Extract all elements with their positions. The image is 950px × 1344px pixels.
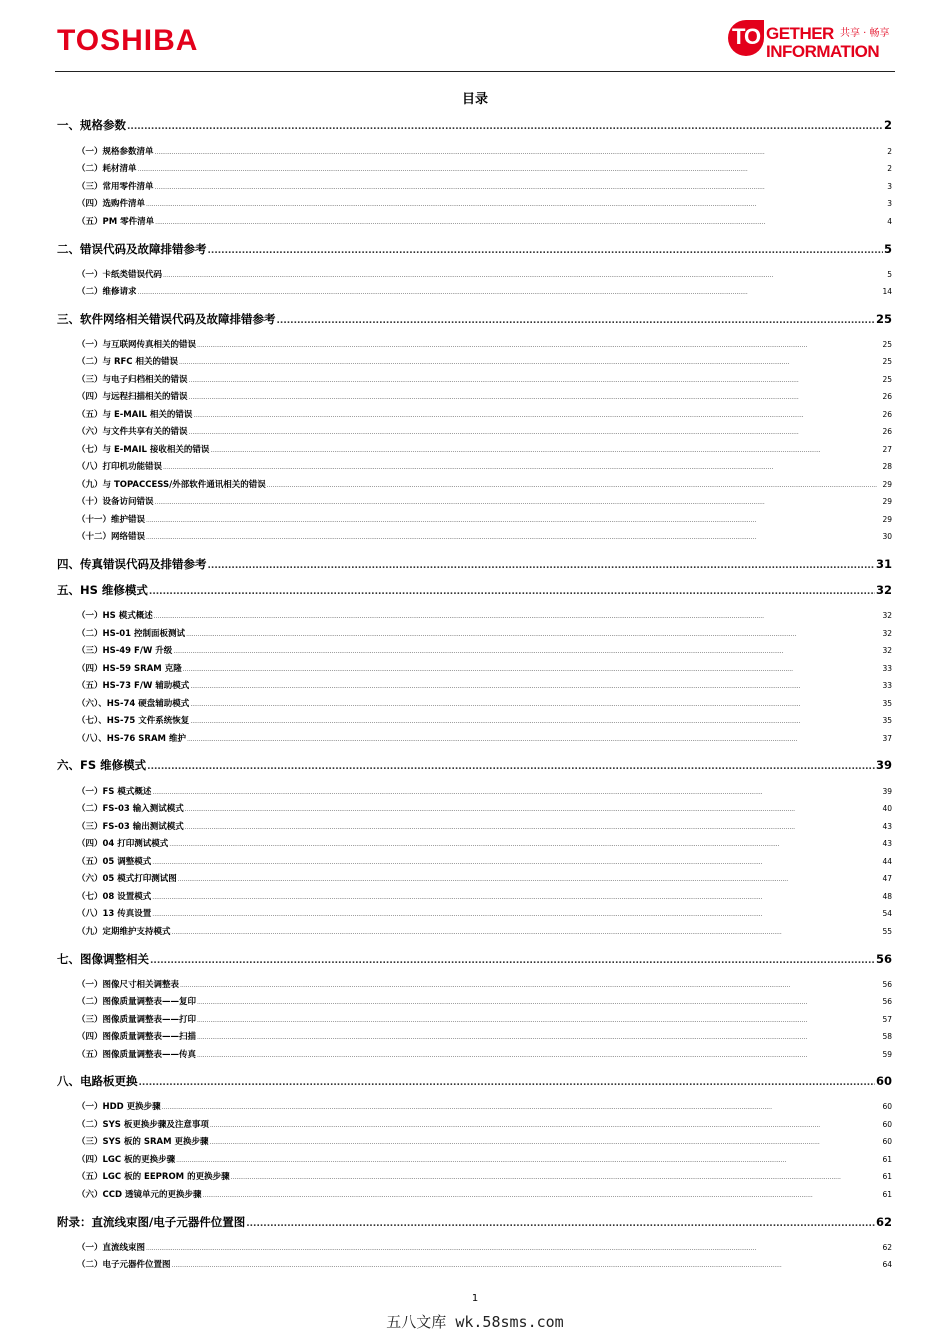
watermark: 五八文库 wk.58sms.com [386,1313,564,1331]
toc-subsection-entry[interactable] [77,162,892,174]
toc-leader-dots [172,929,882,936]
toc-entry-label: （四）选购件清单 [77,199,146,209]
toc-subsection-entry[interactable] [77,785,892,797]
toc-entry-page: 27 [882,445,892,454]
toc-leader-dots [155,184,887,191]
toc-entry-page: 35 [882,716,892,725]
toc-entry-label: （一）HDD 更换步骤 [77,1102,161,1112]
toc-entry-label: 一、规格参数 [57,118,126,132]
toc-section-entry[interactable] [57,1073,892,1089]
toc-entry-label: （二）HS-01 控制面板测试 [77,629,186,639]
toc-entry-label: （五）与 E-MAIL 相关的错误 [77,410,193,420]
toc-subsection-entry[interactable] [77,1013,892,1025]
toc-entry-page: 25 [882,375,892,384]
toshiba-logo: TOSHIBA [57,24,199,57]
toc-leader-dots [154,613,882,620]
toc-entry-label: （一）直流线束图 [77,1243,146,1253]
toc-entry-page: 55 [882,927,892,936]
logo-line1-small: 共享 · 畅享 [840,28,890,39]
logo-line1: GETHER [766,24,834,43]
toc-subsection-entry[interactable] [77,855,892,867]
toc-subsection-entry[interactable] [77,995,892,1007]
toc-subsection-entry[interactable] [77,197,892,209]
toc-subsection-entry[interactable] [77,268,892,280]
toc-entry-label: （三）与电子归档相关的错误 [77,375,188,385]
toc-subsection-entry[interactable] [77,425,892,437]
toc-leader-dots [178,876,882,883]
toc-entry-label: （十）设备访问错误 [77,497,154,507]
toc-entry-page: 25 [882,357,892,366]
toc-subsection-entry[interactable] [77,907,892,919]
toc-entry-page: 61 [882,1155,892,1164]
toc-entry-label: （三）图像质量调整表——打印 [77,1015,197,1025]
toc-subsection-entry[interactable] [77,802,892,814]
toc-leader-dots [197,1052,881,1059]
toc-entry-page: 32 [882,611,892,620]
toc-entry-page: 61 [882,1190,892,1199]
toc-leader-dots [179,359,881,366]
toc-entry-label: （一）HS 模式概述 [77,611,153,621]
toc-subsection-entry[interactable] [77,697,892,709]
toc-entry-page: 60 [882,1102,892,1111]
toc-entry-page: 35 [882,699,892,708]
toc-leader-dots [138,289,882,296]
toc-subsection-entry[interactable] [77,627,892,639]
toc-leader-dots [190,683,881,690]
toc-entry-page: 2 [887,147,892,156]
toc-entry-page: 43 [882,839,892,848]
toc-leader-dots [189,429,882,436]
toc-subsection-entry[interactable] [77,180,892,192]
toc-section-entry[interactable] [57,757,892,773]
toc-entry-page: 32 [882,629,892,638]
toc-leader-dots [127,122,883,132]
toc-entry-label: （三）HS-49 F/W 升级 [77,646,173,656]
toc-entry-label: （一）FS 模式概述 [77,787,152,797]
toc-subsection-entry[interactable] [77,530,892,542]
toc-subsection-entry[interactable] [77,1258,892,1270]
toc-entry-page: 43 [882,822,892,831]
toc-subsection-entry[interactable] [77,215,892,227]
toc-entry-page: 56 [875,952,892,966]
toc-leader-dots [208,561,875,571]
toc-leader-dots [203,1192,882,1199]
toc-subsection-entry[interactable] [77,390,892,402]
toc-section-entry[interactable] [57,117,892,133]
toc-entry-label: （五）HS-73 F/W 辅助模式 [77,681,190,691]
toc-subsection-entry[interactable] [77,644,892,656]
toc-entry-label: （二）与 RFC 相关的错误 [77,357,179,367]
toc-subsection-entry[interactable] [77,373,892,385]
toc-leader-dots [163,464,881,471]
toc-leader-dots [146,517,881,524]
toc-entry-page: 4 [887,217,892,226]
toc-section-entry[interactable] [57,1214,892,1230]
toc-leader-dots [146,201,886,208]
toc-subsection-entry[interactable] [77,513,892,525]
toc-entry-page: 61 [882,1172,892,1181]
toc-entry-label: （七）与 E-MAIL 接收相关的错误 [77,445,210,455]
toc-subsection-entry[interactable] [77,872,892,884]
toc-entry-page: 28 [882,462,892,471]
logo-mark-text: TO [732,24,761,49]
toc-entry-label: （四）LGC 板的更换步骤 [77,1155,176,1165]
logo-line2: INFORMATION [766,42,880,61]
toc-leader-dots [180,982,881,989]
toc-entry-page: 3 [887,199,892,208]
toc-entry-page: 3 [887,182,892,191]
toc-entry-page: 48 [882,892,892,901]
toc-entry-page: 59 [882,1050,892,1059]
toc-leader-dots [246,1219,875,1229]
toc-section-entry[interactable] [57,241,892,257]
toc-entry-label: （二）耗材清单 [77,164,137,174]
toc-entry-page: 31 [875,557,892,571]
toc-leader-dots [231,1174,882,1181]
toc-entry-page: 60 [882,1120,892,1129]
toc-section-entry[interactable] [57,582,892,598]
toc-subsection-entry[interactable] [77,1030,892,1042]
toc-leader-dots [189,377,882,384]
toc-entry-label: （四）HS-59 SRAM 克隆 [77,664,182,674]
header-divider [55,71,895,72]
toc-leader-dots [277,316,875,326]
toc-entry-page: 47 [882,874,892,883]
toc-entry-label: 三、软件网络相关错误代码及故障排错参考 [57,312,276,326]
toc-subsection-entry[interactable] [77,145,892,157]
toc-entry-page: 29 [882,480,892,489]
toc-subsection-entry[interactable] [77,285,892,297]
toc-leader-dots [197,342,881,349]
toc-entry-label: （一）与互联网传真相关的错误 [77,340,197,350]
toc-subsection-entry[interactable] [77,1188,892,1200]
toc-subsection-entry[interactable] [77,1241,892,1253]
toc-entry-label: （五）05 调整模式 [77,857,152,867]
toc-entry-page: 60 [875,1074,892,1088]
toc-entry-page: 2 [887,164,892,173]
toc-entry-page: 37 [882,734,892,743]
toc-entry-page: 56 [882,980,892,989]
toc-entry-label: 四、传真错误代码及排错参考 [57,557,207,571]
toc-subsection-entry[interactable] [77,443,892,455]
toc-subsection-entry[interactable] [77,478,892,490]
toc-entry-page: 62 [882,1243,892,1252]
toc-entry-label: （八）、HS-76 SRAM 维护 [77,734,186,744]
toc-entry-page: 29 [882,515,892,524]
toc-subsection-entry[interactable] [77,495,892,507]
toc-leader-dots [149,587,875,597]
toc-entry-label: （六）、HS-74 硬盘辅助模式 [77,699,190,709]
toc-subsection-entry[interactable] [77,679,892,691]
toc-leader-dots [185,806,882,813]
toc-entry-label: （一）卡纸类错误代码 [77,270,163,280]
toc-leader-dots [210,447,881,454]
toc-leader-dots [173,648,881,655]
toc-entry-label: （四）04 打印测试模式 [77,839,169,849]
toc-leader-dots [139,1078,875,1088]
toc-title: 目录 [461,92,488,107]
toc-entry-page: 5 [887,270,892,279]
toc-leader-dots [209,1139,881,1146]
toc-entry-page: 54 [882,909,892,918]
toc-leader-dots [189,394,882,401]
toc-entry-page: 56 [882,997,892,1006]
toc-entry-label: （二）维修请求 [77,287,137,297]
toc-entry-label: （六）CCD 透镜单元的更换步骤 [77,1190,202,1200]
toc-subsection-entry[interactable] [77,890,892,902]
toc-entry-page: 57 [882,1015,892,1024]
toc-entry-page: 40 [882,804,892,813]
toc-subsection-entry[interactable] [77,408,892,420]
toc-entry-page: 33 [882,681,892,690]
toc-leader-dots [155,219,886,226]
toc-leader-dots [190,701,881,708]
page-number: 1 [471,1293,479,1304]
toc-subsection-entry[interactable] [77,662,892,674]
toc-entry-label: （三）常用零件清单 [77,182,154,192]
toc-entry-page: 32 [882,646,892,655]
toc-entry-page: 2 [883,118,892,132]
toc-leader-dots [183,666,882,673]
toc-leader-dots [185,824,882,831]
toc-entry-page: 29 [882,497,892,506]
toc-entry-label: （四）图像质量调整表——扫描 [77,1032,197,1042]
toc-entry-label: （二）图像质量调整表——复印 [77,997,197,1007]
toc-entry-page: 25 [875,312,892,326]
toc-entry-page: 60 [882,1137,892,1146]
toc-leader-dots [152,859,881,866]
toc-entry-label: 五、HS 维修模式 [57,583,148,597]
toc-leader-dots [152,789,881,796]
toc-subsection-entry[interactable] [77,1100,892,1112]
toc-subsection-entry[interactable] [77,732,892,744]
toc-entry-page: 32 [875,583,892,597]
toc-leader-dots [152,894,881,901]
toc-leader-dots [186,631,881,638]
toc-entry-page: 14 [882,287,892,296]
toc-entry-label: （二）SYS 板更换步骤及注意事项 [77,1120,209,1130]
toc-leader-dots [193,412,881,419]
toc-leader-dots [147,762,875,772]
toc-entry-page: 39 [882,787,892,796]
toc-subsection-entry[interactable] [77,1153,892,1165]
toc-entry-label: （八）打印机功能错误 [77,462,163,472]
toc-entry-label: （八）13 传真设置 [77,909,152,919]
toc-entry-label: 二、错误代码及故障排错参考 [57,242,207,256]
toc-section-entry[interactable] [57,311,892,327]
toc-subsection-entry[interactable] [77,1135,892,1147]
toc-subsection-entry[interactable] [77,338,892,350]
toc-entry-label: （三）SYS 板的 SRAM 更换步骤 [77,1137,209,1147]
toc-entry-label: （二）FS-03 输入测试模式 [77,804,184,814]
toc-entry-label: 附录：直流线束图/电子元器件位置图 [57,1215,246,1229]
toc-subsection-entry[interactable] [77,925,892,937]
toc-leader-dots [267,482,882,489]
toc-leader-dots [210,1122,882,1129]
toc-entry-page: 30 [882,532,892,541]
toc-leader-dots [190,718,881,725]
toc-leader-dots [152,911,881,918]
toc-subsection-entry[interactable] [77,837,892,849]
toc-entry-label: （七）、HS-75 文件系统恢复 [77,716,190,726]
toc-entry-page: 58 [882,1032,892,1041]
toc-subsection-entry[interactable] [77,1170,892,1182]
toc-section-entry[interactable] [57,556,892,572]
toc-section-entry[interactable] [57,951,892,967]
toc-entry-label: （三）FS-03 输出测试模式 [77,822,184,832]
toc-subsection-entry[interactable] [77,1118,892,1130]
toc-entry-label: （五）LGC 板的 EEPROM 的更换步骤 [77,1172,230,1182]
toc-entry-page: 5 [883,242,892,256]
toc-leader-dots [138,166,887,173]
toc-leader-dots [163,272,886,279]
toc-entry-page: 26 [882,410,892,419]
toc-leader-dots [169,841,881,848]
together-information-logo [728,16,893,60]
toc-leader-dots [176,1157,881,1164]
toc-leader-dots [150,956,875,966]
toc-entry-label: （十二）网络错误 [77,532,146,542]
toc-entry-label: （六）与文件共享有关的错误 [77,427,188,437]
toc-subsection-entry[interactable] [77,1048,892,1060]
toc-leader-dots [155,149,887,156]
page-header [0,0,950,75]
toc-entry-page: 26 [882,392,892,401]
toc-entry-page: 33 [882,664,892,673]
toc-entry-page: 26 [882,427,892,436]
toc-subsection-entry[interactable] [77,609,892,621]
toc-entry-label: （五）PM 零件清单 [77,217,155,227]
toc-leader-dots [155,499,882,506]
toc-entry-label: （九）定期维护支持模式 [77,927,171,937]
toc-subsection-entry[interactable] [77,460,892,472]
toc-leader-dots [146,1245,881,1252]
toc-entry-label: （九）与 TOPACCESS/外部软件通讯相关的错误 [77,480,266,490]
toc-leader-dots [197,1017,881,1024]
toc-entry-label: （一）图像尺寸相关调整表 [77,980,180,990]
toc-entry-page: 44 [882,857,892,866]
toc-entry-label: （二）电子元器件位置图 [77,1260,171,1270]
toc-entry-label: 八、电路板更换 [57,1074,138,1088]
toc-entry-label: （十一）维护错误 [77,515,146,525]
toc-subsection-entry[interactable] [77,355,892,367]
toc-entry-label: （四）与远程扫描相关的错误 [77,392,188,402]
toc-entry-label: 七、图像调整相关 [57,952,149,966]
toc-leader-dots [187,736,881,743]
toc-leader-dots [162,1104,882,1111]
toc-entry-label: （一）规格参数清单 [77,147,154,157]
toc-leader-dots [208,246,883,256]
toc-leader-dots [197,999,881,1006]
toc-entry-label: （六）05 模式打印测试图 [77,874,177,884]
toc-entry-page: 39 [875,758,892,772]
toc-entry-page: 64 [882,1260,892,1269]
toc-entry-page: 62 [875,1215,892,1229]
toc-subsection-entry[interactable] [77,714,892,726]
toc-entry-page: 25 [882,340,892,349]
toc-entry-label: （五）图像质量调整表——传真 [77,1050,197,1060]
toc-entry-label: （七）08 设置模式 [77,892,152,902]
toc-entry-label: 六、FS 维修模式 [57,758,147,772]
toc-subsection-entry[interactable] [77,820,892,832]
toc-leader-dots [172,1262,882,1269]
toc-subsection-entry[interactable] [77,978,892,990]
toc-leader-dots [146,534,881,541]
toc-leader-dots [197,1034,881,1041]
